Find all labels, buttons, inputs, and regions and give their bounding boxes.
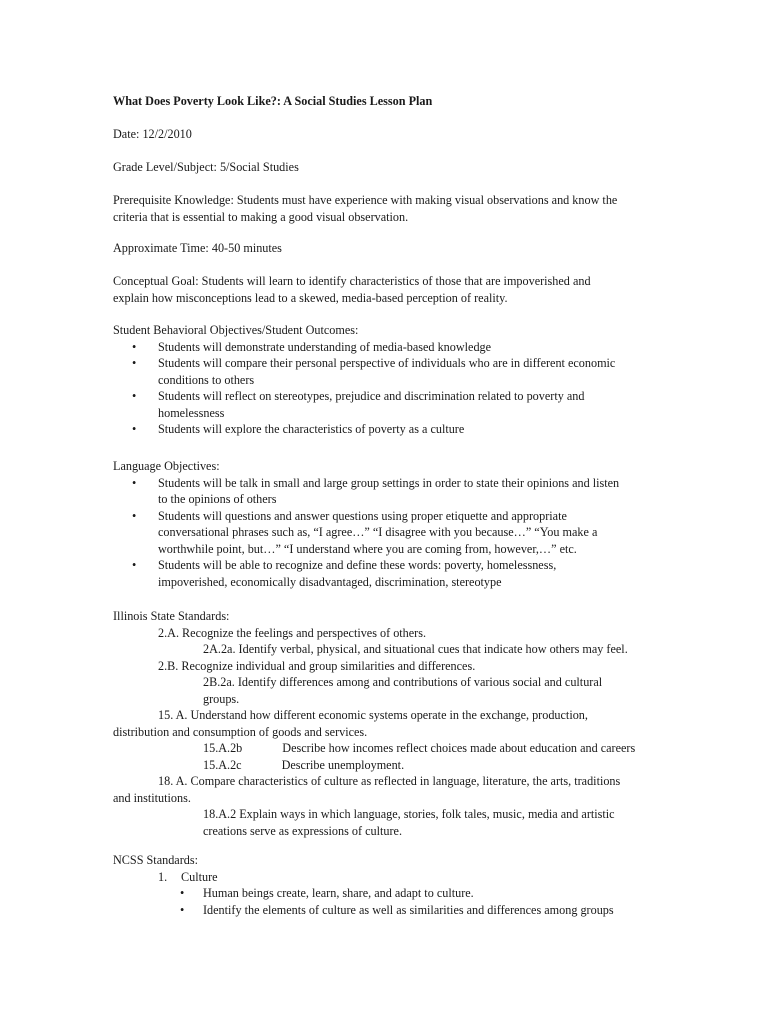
bullet-icon: • <box>132 389 137 403</box>
standard-sub-line <box>113 740 713 757</box>
item-text: impoverished, economically disadvantaged, discrimination, stereotype <box>158 574 502 589</box>
section-heading: NCSS Standards: <box>113 853 198 867</box>
numbered-item <box>113 869 703 886</box>
prereq-line-2: criteria that is essential to making a good visual observation. <box>113 209 409 224</box>
item-text: homelessness <box>158 405 225 420</box>
illinois-standards-section <box>113 608 713 839</box>
standard-text: Describe how incomes reflect choices made about education and careers <box>282 741 636 755</box>
item-text: Students will compare their personal perspective of individuals who are in different economic <box>158 356 616 370</box>
item-text: Students will be talk in small and large group settings in order to state their opinions and listen <box>158 475 620 490</box>
item-text: to the opinions of others <box>158 492 277 506</box>
behavioral-objectives-section <box>113 322 703 438</box>
section-heading: Illinois State Standards: <box>113 609 230 623</box>
item-text: conditions to others <box>158 372 255 387</box>
bullet-icon: • <box>132 558 137 572</box>
standard-sub-line: 2A.2a. Identify verbal, physical, and situational cues that indicate how others may feel. <box>203 642 628 656</box>
language-objectives-section <box>113 458 703 590</box>
list-item <box>113 339 703 356</box>
item-text: worthwhile point, but…” “I understand where you are coming from, however,…” etc. <box>158 541 577 556</box>
standard-code: 15.A.2b <box>203 741 243 755</box>
standard-line: distribution and consumption of goods and services. <box>113 724 368 739</box>
standard-text: Describe unemployment. <box>281 757 405 772</box>
bullet-icon: • <box>132 339 137 354</box>
bullet-icon: • <box>132 508 137 523</box>
document-title: What Does Poverty Look Like?: A Social Studies Lesson Plan <box>113 94 433 108</box>
list-item <box>113 557 703 590</box>
item-number: 1. <box>158 869 168 884</box>
item-text: Identify the elements of culture as well as similarities and differences among groups <box>203 902 614 917</box>
list-item <box>113 902 703 919</box>
prereq-line-1: Prerequisite Knowledge: Students must have experience with making visual observations and know the <box>113 193 618 207</box>
list-item <box>113 421 703 438</box>
standard-sub-line: creations serve as expressions of culture. <box>203 823 402 838</box>
standard-sub-line <box>113 757 713 774</box>
standard-line: 2.B. Recognize individual and group similarities and differences. <box>158 658 476 673</box>
bullet-icon: • <box>132 422 137 436</box>
standard-code: 15.A.2c <box>203 757 242 772</box>
list-item <box>113 475 703 508</box>
bullet-icon: • <box>180 902 185 917</box>
standard-sub-line: groups. <box>203 691 240 706</box>
goal-line-1: Conceptual Goal: Students will learn to identify characteristics of those that are impoverished and <box>113 274 591 288</box>
standard-line: 2.A. Recognize the feelings and perspectives of others. <box>158 625 427 640</box>
bullet-icon: • <box>180 886 185 900</box>
item-text: Students will explore the characteristics of poverty as a culture <box>158 422 465 436</box>
time-line: Approximate Time: 40-50 minutes <box>113 241 282 255</box>
item-text: Students will reflect on stereotypes, prejudice and discrimination related to poverty and <box>158 389 585 403</box>
list-item <box>113 508 703 558</box>
item-text: Students will demonstrate understanding of media-based knowledge <box>158 339 492 354</box>
prerequisite-paragraph <box>113 192 703 225</box>
bullet-icon: • <box>132 475 137 490</box>
standard-line: 18. A. Compare characteristics of culture as reflected in language, literature, the arts, traditions <box>158 774 621 788</box>
list-item <box>113 355 703 388</box>
item-text: conversational phrases such as, “I agree…” “I disagree with you because…” “You make a <box>158 525 598 539</box>
list-item <box>113 388 703 421</box>
goal-line-2: explain how misconceptions lead to a skewed, media-based perception of reality. <box>113 290 508 305</box>
standard-sub-line: 18.A.2 Explain ways in which language, stories, folk tales, music, media and artistic <box>203 807 615 821</box>
section-heading: Language Objectives: <box>113 459 220 473</box>
conceptual-goal <box>113 273 703 306</box>
standard-line: 15. A. Understand how different economic systems operate in the exchange, production, <box>158 708 588 722</box>
standard-sub-line: 2B.2a. Identify differences among and contributions of various social and cultural <box>203 675 603 689</box>
bullet-icon: • <box>132 356 137 370</box>
date-line: Date: 12/2/2010 <box>113 127 192 141</box>
item-text: Culture <box>181 869 218 884</box>
ncss-standards-section <box>113 852 703 918</box>
item-text: Students will questions and answer questions using proper etiquette and appropriate <box>158 508 567 523</box>
item-text: Human beings create, learn, share, and adapt to culture. <box>203 886 474 900</box>
item-text: Students will be able to recognize and define these words: poverty, homelessness, <box>158 558 557 572</box>
standard-line: and institutions. <box>113 790 191 805</box>
list-item <box>113 885 703 902</box>
section-heading: Student Behavioral Objectives/Student Outcomes: <box>113 323 359 337</box>
grade-line: Grade Level/Subject: 5/Social Studies <box>113 160 299 174</box>
